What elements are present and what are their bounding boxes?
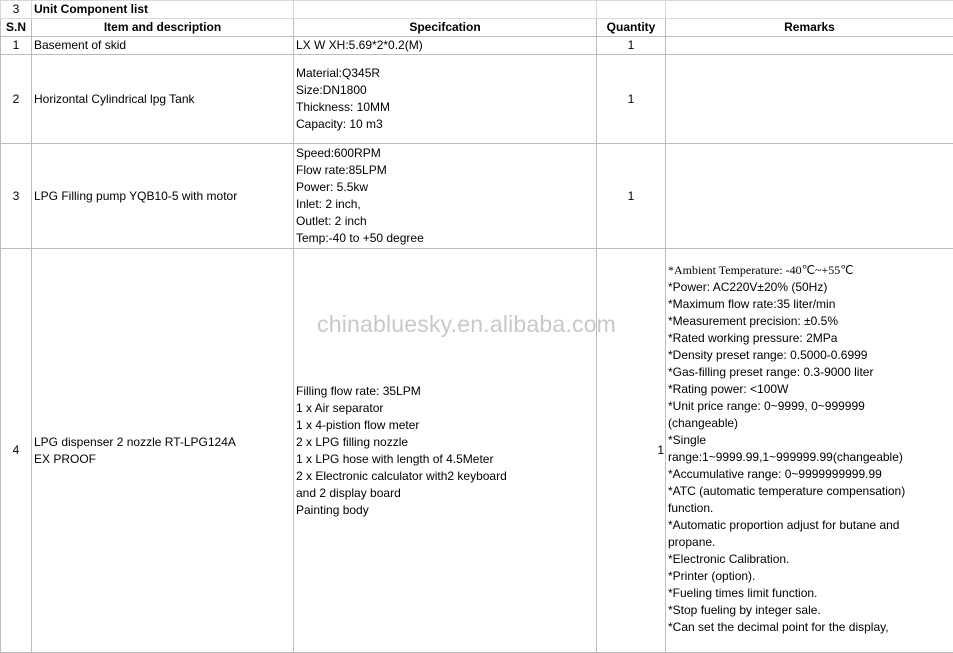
remarks-line: *Printer (option). <box>668 568 951 585</box>
remarks-line: *Automatic proportion adjust for butane and <box>668 517 951 534</box>
header-remarks: Remarks <box>666 19 953 37</box>
table-row <box>1 37 953 55</box>
row-item <box>32 249 294 653</box>
spec-lines <box>296 145 594 247</box>
remarks-line: *Ambient Temperature: -40℃~+55℃ <box>668 262 951 279</box>
remarks-line: *Can set the decimal point for the display, <box>668 619 951 636</box>
spec-line: Capacity: 10 m3 <box>296 116 594 133</box>
row-sn: 3 <box>1 144 32 249</box>
remarks-line: *Rating power: <100W <box>668 381 951 398</box>
remarks-line: *Stop fueling by integer sale. <box>668 602 951 619</box>
row-remarks <box>666 55 953 144</box>
remarks-line: *ATC (automatic temperature compensation) <box>668 483 951 500</box>
row-remarks <box>666 249 953 653</box>
row-spec <box>294 37 597 55</box>
remarks-line: *Fueling times limit function. <box>668 585 951 602</box>
table-row <box>1 144 953 249</box>
table-row <box>1 249 953 653</box>
row-spec <box>294 55 597 144</box>
header-sn: S.N <box>1 19 32 37</box>
item-lines <box>34 91 291 108</box>
header-qty: Quantity <box>597 19 666 37</box>
header-spec: Specifcation <box>294 19 597 37</box>
spec-line: LX W XH:5.69*2*0.2(M) <box>296 37 594 54</box>
row-item <box>32 144 294 249</box>
remarks-line: *Unit price range: 0~9999, 0~999999 <box>668 398 951 415</box>
spec-line: Outlet: 2 inch <box>296 213 594 230</box>
spec-line: Flow rate:85LPM <box>296 162 594 179</box>
watermark-text: chinabluesky.en.alibaba.com <box>317 311 616 338</box>
spec-lines <box>296 65 594 133</box>
item-line: LPG dispenser 2 nozzle RT-LPG124A <box>34 434 291 451</box>
spec-line: Thickness: 10MM <box>296 99 594 116</box>
row-remarks <box>666 144 953 249</box>
remarks-line: propane. <box>668 534 951 551</box>
item-lines <box>34 434 291 468</box>
row-sn: 2 <box>1 55 32 144</box>
remarks-line: *Accumulative range: 0~9999999999.99 <box>668 466 951 483</box>
remarks-line: *Gas-filling preset range: 0.3-9000 liter <box>668 364 951 381</box>
row-item <box>32 37 294 55</box>
spec-line: Inlet: 2 inch, <box>296 196 594 213</box>
remarks-line: *Power: AC220V±20% (50Hz) <box>668 279 951 296</box>
spec-line: Painting body <box>296 502 594 519</box>
remarks-line: function. <box>668 500 951 517</box>
spec-line: Material:Q345R <box>296 65 594 82</box>
item-line: Horizontal Cylindrical lpg Tank <box>34 91 291 108</box>
row-qty: 1 <box>597 144 666 249</box>
table-title: Unit Component list <box>32 1 294 19</box>
item-lines <box>34 188 291 205</box>
row-sn: 1 <box>1 37 32 55</box>
title-row <box>1 1 953 19</box>
remarks-line: *Measurement precision: ±0.5% <box>668 313 951 330</box>
item-line: Basement of skid <box>34 37 291 54</box>
spec-line: Temp:-40 to +50 degree <box>296 230 594 247</box>
remarks-lines <box>668 262 951 636</box>
spec-line: 1 x Air separator <box>296 400 594 417</box>
row-qty: 1 <box>597 249 666 653</box>
spec-line: and 2 display board <box>296 485 594 502</box>
row-item <box>32 55 294 144</box>
spec-line: Power: 5.5kw <box>296 179 594 196</box>
remarks-line: *Maximum flow rate:35 liter/min <box>668 296 951 313</box>
item-line: EX PROOF <box>34 451 291 468</box>
remarks-line: *Single <box>668 432 951 449</box>
item-line: LPG Filling pump YQB10-5 with motor <box>34 188 291 205</box>
spec-line: 2 x Electronic calculator with2 keyboard <box>296 468 594 485</box>
remarks-line: *Electronic Calibration. <box>668 551 951 568</box>
spec-line: 1 x 4-pistion flow meter <box>296 417 594 434</box>
remarks-line: *Density preset range: 0.5000-0.6999 <box>668 347 951 364</box>
spec-line: Size:DN1800 <box>296 82 594 99</box>
table-row <box>1 55 953 144</box>
title-number: 3 <box>1 1 32 19</box>
row-qty: 1 <box>597 37 666 55</box>
row-spec <box>294 144 597 249</box>
spec-line: 1 x LPG hose with length of 4.5Meter <box>296 451 594 468</box>
spec-line: 2 x LPG filling nozzle <box>296 434 594 451</box>
row-sn: 4 <box>1 249 32 653</box>
header-row <box>1 19 953 37</box>
item-lines <box>34 37 291 54</box>
header-item: Item and description <box>32 19 294 37</box>
spec-line: Filling flow rate: 35LPM <box>296 383 594 400</box>
remarks-line: range:1~9999.99,1~999999.99(changeable) <box>668 449 951 466</box>
row-qty: 1 <box>597 55 666 144</box>
spec-line: Speed:600RPM <box>296 145 594 162</box>
spec-lines <box>296 383 594 519</box>
row-spec <box>294 249 597 653</box>
remarks-line: (changeable) <box>668 415 951 432</box>
spec-lines <box>296 37 594 54</box>
remarks-line: *Rated working pressure: 2MPa <box>668 330 951 347</box>
row-remarks <box>666 37 953 55</box>
